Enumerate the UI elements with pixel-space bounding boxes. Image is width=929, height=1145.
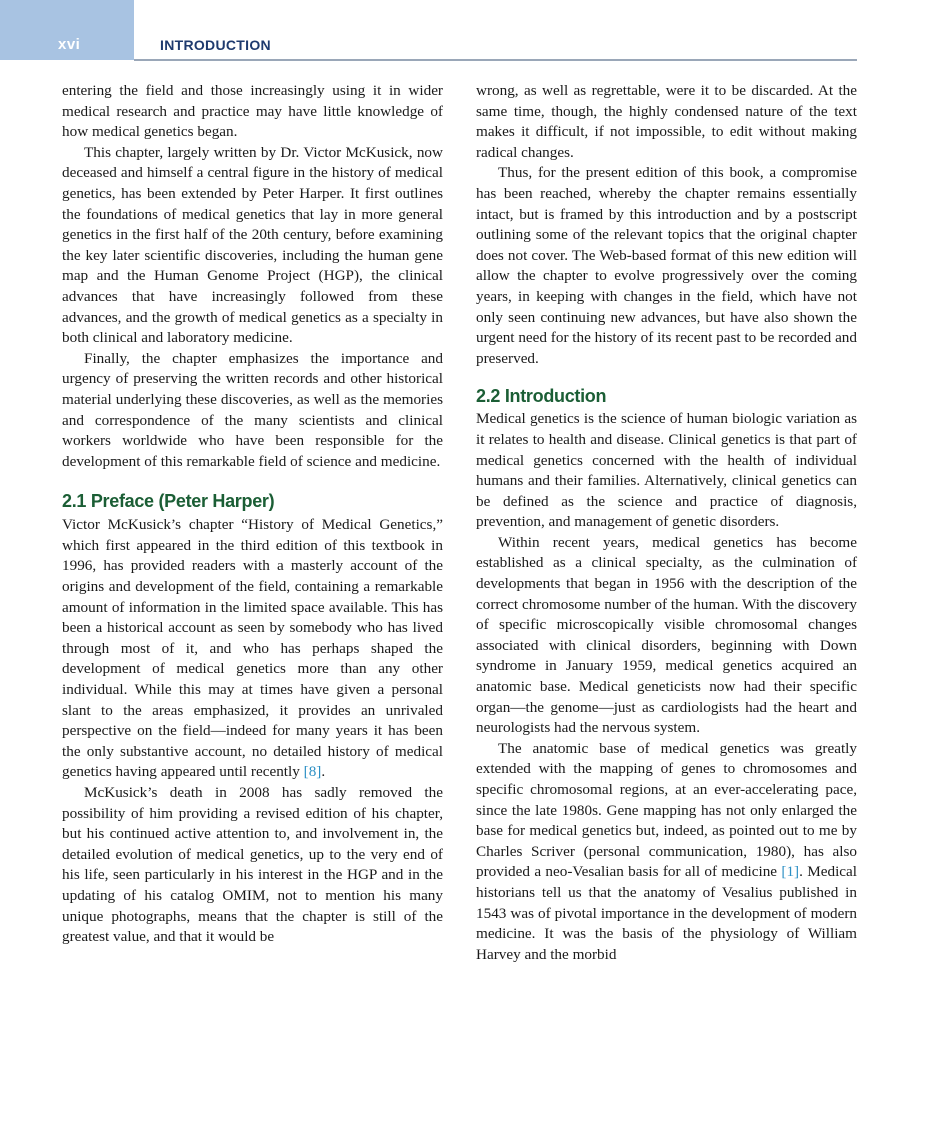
paragraph-text: . Medical historians tell us that the anatomy of Vesalius published in 1543 was of pivotal importance in the development of modern medicine. It was the basis of the physiology of William Harvey and the morbid bbox=[476, 863, 857, 963]
section-heading-introduction: 2.2 Introduction bbox=[476, 386, 607, 407]
paragraph: Thus, for the present edition of this book, a compromise has been reached, whereby the chapter remains essentially intact, but is framed by this introduction and by a postscript outlining some of the relevant topics that the original chapter does not cover. The Web-based format of this new edition will allow the chapter to evolve progressively over the coming years, in keeping with changes in the field, which have not only seen continuing new advances, but have also shown the urgent need for the history of its recent past to be recorded and preserved. bbox=[476, 164, 857, 367]
paragraph-text: . bbox=[321, 763, 326, 781]
running-head: INTRODUCTION bbox=[160, 37, 271, 53]
citation-link[interactable]: [8] bbox=[303, 763, 322, 781]
right-column bbox=[476, 81, 857, 965]
paragraph bbox=[62, 515, 443, 783]
paragraph: This chapter, largely written by Dr. Victor McKusick, now deceased and himself a central figure in the history of medical genetics, has been extended by Peter Harper. It first outlines the foundations of medical genetics that lay in more general genetics in the first half of the 20th century, before examining the key later scientific discoveries, including the human gene map and the Human Genome Project (HGP), the clinical advances that have increasingly followed from these advances, and the growth of medical genetics as a specialty in both clinical and laboratory medicine. bbox=[62, 143, 443, 347]
paragraph: wrong, as well as regrettable, were it to be discarded. At the same time, though, the highly condensed nature of the text makes it difficult, if not impossible, to edit without making radical changes. bbox=[476, 82, 857, 161]
paragraph-text: The anatomic base of medical genetics was greatly extended with the mapping of genes to chromosomes and specific chromosomal regions, at an ever-accelerating pace, since the late 1980s. Gene mapping has not only enlarged the base for medical genetics but, indeed, as pointed out to me by Charles Scriver (personal communication, 1980), has also provided a neo-Vesalian basis for all of medicine bbox=[476, 739, 857, 881]
citation-link[interactable]: [1] bbox=[781, 863, 800, 881]
left-column bbox=[62, 81, 443, 948]
paragraph: Medical genetics is the science of human biologic variation as it relates to health and disease. Clinical genetics is that part of medical genetics concerned with the health of individual humans and their families. Alternatively, clinical genetics can be defined as the science and practice of diagnosis, prevention, and management of genetic disorders. bbox=[476, 410, 857, 531]
header-rule bbox=[134, 59, 857, 61]
paragraph: Finally, the chapter emphasizes the importance and urgency of preserving the written records and other historical material underlying these discoveries, as well as the memories and correspondence of the many scientists and clinical workers worldwide who have been responsible for the development of this remarkable field of science and medicine. bbox=[62, 349, 443, 470]
paragraph bbox=[476, 739, 857, 966]
paragraph: Within recent years, medical genetics has become established as a clinical specialty, as the culmination of developments that began in 1956 with the description of the correct chromosome number of the human. With the discovery of specific microscopically visible chromosomal changes associated with clinical disorders, beginning with Down syndrome in January 1959, medical genetics acquired an anatomic base. Medical geneticists now had their specific organ—the genome—just as cardiologists had the heart and neurologists had the nervous system. bbox=[476, 533, 857, 737]
paragraph-text: Victor McKusick’s chapter “History of Medical Genetics,” which first appeared in the third edition of this textbook in 1996, has provided readers with a masterly account of the origins and development of the field, containing a remarkable amount of information in the limited space available. This has been a historical account as seen by somebody who has lived through most of it, and who has perhaps shaped the development of medical genetics more than any other individual. While this may at times have given a personal slant to the areas emphasized, it provides an unrivaled perspective on the field—indeed for many years it has been the only substantive account, no detailed history of medical genetics having appeared until recently bbox=[62, 516, 443, 781]
paragraph: entering the field and those increasingly using it in wider medical research and practice may have little knowledge of how medical genetics began. bbox=[62, 82, 443, 141]
paragraph: McKusick’s death in 2008 has sadly removed the possibility of him providing a revised edition of his chapter, but his continued active attention to, and involvement in, the detailed evolution of medical genetics, up to the very end of his life, seen particularly in his interest in the HGP and in the updating of his catalog OMIM, not to mention his many unique photographs, means that the chapter is still of the greatest value, and that it would be bbox=[62, 784, 443, 946]
page-number: xvi bbox=[58, 36, 81, 53]
section-heading-preface: 2.1 Preface (Peter Harper) bbox=[62, 491, 275, 512]
